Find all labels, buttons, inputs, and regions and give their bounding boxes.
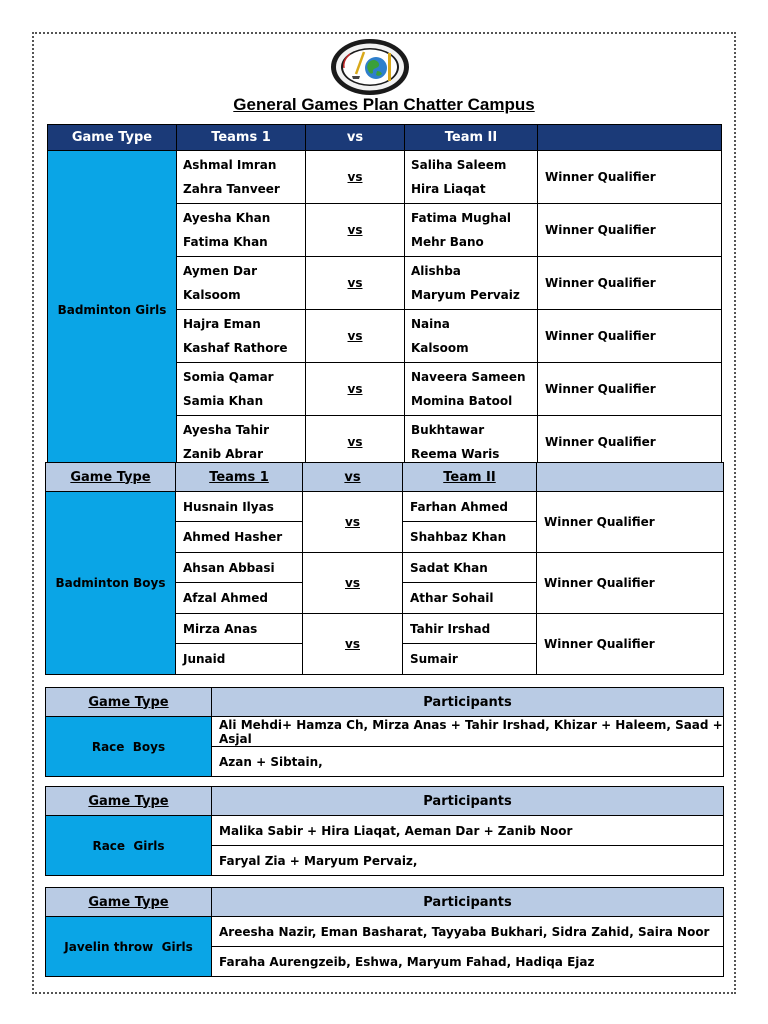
header-participants: Participants bbox=[212, 787, 724, 816]
result-cell: Winner Qualifier bbox=[538, 363, 722, 416]
header-game-type: Game Type bbox=[46, 688, 212, 717]
table-header-row bbox=[46, 888, 724, 917]
vs-cell: vs bbox=[306, 310, 405, 363]
team2-player: Farhan Ahmed bbox=[403, 492, 537, 522]
vs-cell: vs bbox=[306, 151, 405, 204]
header-game-type: Game Type bbox=[46, 888, 212, 917]
vs-cell: vs bbox=[303, 553, 403, 614]
header-team-2: Team II bbox=[403, 463, 537, 492]
table-row bbox=[46, 492, 724, 522]
team1-cell: Ashmal Imran Zahra Tanveer bbox=[177, 151, 306, 204]
team2-player: Shahbaz Khan bbox=[403, 522, 537, 553]
result-cell: Winner Qualifier bbox=[538, 310, 722, 363]
table-header-row bbox=[46, 787, 724, 816]
participants-cell: Faraha Aurengzeib, Eshwa, Maryum Fahad, Hadiqa Ejaz bbox=[212, 947, 724, 977]
header-vs: vs bbox=[303, 463, 403, 492]
vs-cell: vs bbox=[303, 492, 403, 553]
participants-cell: Azan + Sibtain, bbox=[212, 747, 724, 777]
table-row bbox=[46, 717, 724, 747]
game-type-cell: Javelin throw Girls bbox=[46, 917, 212, 977]
team2-cell: Bukhtawar Reema Waris bbox=[405, 416, 538, 469]
result-cell: Winner Qualifier bbox=[538, 204, 722, 257]
team2-player: Tahir Irshad bbox=[403, 614, 537, 644]
team1-player: Ahmed Hasher bbox=[176, 522, 303, 553]
game-type-cell: Race Boys bbox=[46, 717, 212, 777]
team1-cell: Somia Qamar Samia Khan bbox=[177, 363, 306, 416]
header-game-type: Game Type bbox=[48, 125, 177, 151]
header-team-2: Team II bbox=[405, 125, 538, 151]
team1-cell: Ayesha Khan Fatima Khan bbox=[177, 204, 306, 257]
vs-cell: vs bbox=[303, 614, 403, 675]
team1-player: Afzal Ahmed bbox=[176, 583, 303, 614]
team2-player: Sumair bbox=[403, 644, 537, 675]
team2-cell: Alishba Maryum Pervaiz bbox=[405, 257, 538, 310]
team2-player: Athar Sohail bbox=[403, 583, 537, 614]
team1-cell: Ayesha Tahir Zanib Abrar bbox=[177, 416, 306, 469]
table-row bbox=[48, 151, 722, 204]
result-cell: Winner Qualifier bbox=[537, 614, 724, 675]
team1-player: Ahsan Abbasi bbox=[176, 553, 303, 583]
header-result bbox=[538, 125, 722, 151]
result-cell: Winner Qualifier bbox=[538, 257, 722, 310]
race-girls-table bbox=[45, 786, 724, 876]
table-header-row bbox=[46, 688, 724, 717]
table-header-row bbox=[48, 125, 722, 151]
team1-player: Mirza Anas bbox=[176, 614, 303, 644]
team1-player: Junaid bbox=[176, 644, 303, 675]
game-type-cell: Badminton Girls bbox=[48, 151, 177, 469]
vs-cell: vs bbox=[306, 416, 405, 469]
race-boys-table bbox=[45, 687, 724, 777]
table-header-row bbox=[46, 463, 724, 492]
participants-cell: Ali Mehdi+ Hamza Ch, Mirza Anas + Tahir Irshad, Khizar + Haleem, Saad + Asjal bbox=[212, 717, 724, 747]
team1-cell: Aymen Dar Kalsoom bbox=[177, 257, 306, 310]
header-participants: Participants bbox=[212, 888, 724, 917]
header-result bbox=[537, 463, 724, 492]
vs-cell: vs bbox=[306, 363, 405, 416]
header-teams-1: Teams 1 bbox=[177, 125, 306, 151]
table-row bbox=[46, 917, 724, 947]
participants-cell: Faryal Zia + Maryum Pervaiz, bbox=[212, 846, 724, 876]
team2-cell: Fatima Mughal Mehr Bano bbox=[405, 204, 538, 257]
table-row bbox=[46, 816, 724, 846]
game-type-cell: Badminton Boys bbox=[46, 492, 176, 675]
vs-cell: vs bbox=[306, 257, 405, 310]
badminton-girls-table bbox=[47, 124, 722, 469]
result-cell: Winner Qualifier bbox=[537, 553, 724, 614]
header-vs: vs bbox=[306, 125, 405, 151]
page-title: General Games Plan Chatter Campus bbox=[233, 95, 535, 114]
vs-cell: vs bbox=[306, 204, 405, 257]
result-cell: Winner Qualifier bbox=[538, 416, 722, 469]
team1-cell: Hajra Eman Kashaf Rathore bbox=[177, 310, 306, 363]
javelin-girls-table bbox=[45, 887, 724, 977]
header-teams-1: Teams 1 bbox=[176, 463, 303, 492]
header-participants: Participants bbox=[212, 688, 724, 717]
team2-cell: Naveera Sameen Momina Batool bbox=[405, 363, 538, 416]
participants-cell: Malika Sabir + Hira Liaqat, Aeman Dar + Zanib Noor bbox=[212, 816, 724, 846]
header-game-type: Game Type bbox=[46, 787, 212, 816]
team2-cell: Naina Kalsoom bbox=[405, 310, 538, 363]
team2-player: Sadat Khan bbox=[403, 553, 537, 583]
team1-player: Husnain Ilyas bbox=[176, 492, 303, 522]
badminton-boys-table bbox=[45, 462, 724, 675]
school-logo-icon bbox=[330, 38, 410, 96]
participants-cell: Areesha Nazir, Eman Basharat, Tayyaba Bukhari, Sidra Zahid, Saira Noor bbox=[212, 917, 724, 947]
game-type-cell: Race Girls bbox=[46, 816, 212, 876]
header-game-type: Game Type bbox=[46, 463, 176, 492]
result-cell: Winner Qualifier bbox=[537, 492, 724, 553]
result-cell: Winner Qualifier bbox=[538, 151, 722, 204]
team2-cell: Saliha Saleem Hira Liaqat bbox=[405, 151, 538, 204]
